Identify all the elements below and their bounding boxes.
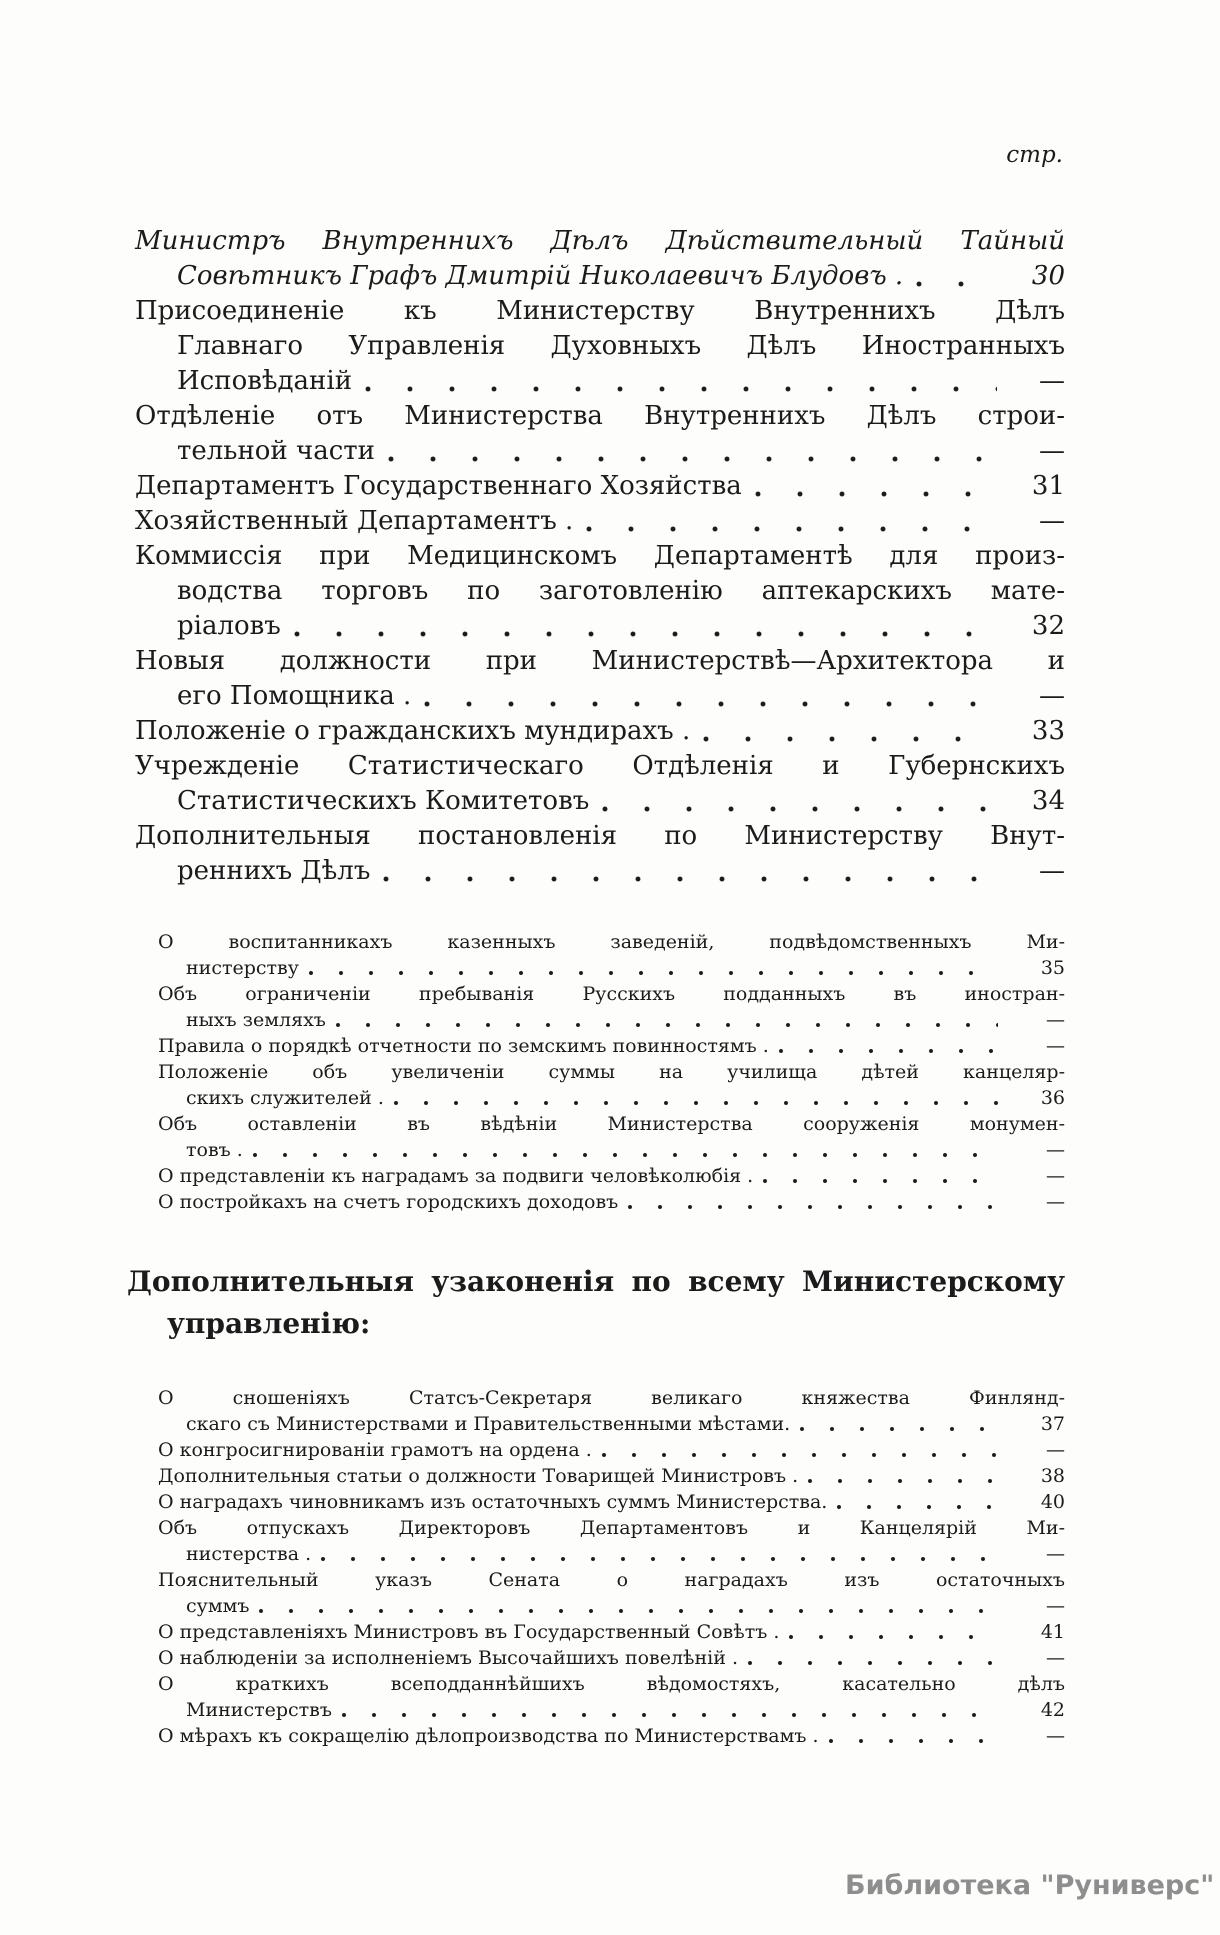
page-number: —: [1046, 1595, 1065, 1617]
toc-entry: [158, 1489, 1065, 1515]
toc-line: [158, 1541, 1065, 1567]
toc-entry: [135, 644, 1065, 714]
toc-line: [135, 469, 1065, 504]
toc-line: [158, 1697, 1065, 1723]
toc-line-text: нистерству: [186, 957, 299, 979]
page-number: —: [1046, 1725, 1065, 1747]
page-number: —: [1039, 681, 1065, 711]
page-number: 32: [1031, 611, 1065, 641]
toc-entry: [135, 469, 1065, 504]
toc-entry: [158, 929, 1065, 981]
toc-sub-list-1: [158, 929, 1065, 1215]
toc-line: [135, 784, 1065, 819]
dot-leader: [788, 1634, 998, 1641]
toc-line: Объ оставленіи въ вѣдѣніи Министерства сооруженія монумен-: [158, 1113, 1065, 1135]
toc-entry: [135, 399, 1065, 469]
dot-leader: [308, 970, 998, 977]
toc-line: [158, 1723, 1065, 1749]
toc-entry: [158, 1567, 1065, 1619]
toc-entry: [135, 539, 1065, 644]
dot-leader: [585, 525, 997, 534]
dot-leader: [778, 1048, 998, 1055]
toc-entry: [135, 504, 1065, 539]
dot-leader: [382, 875, 997, 884]
toc-line: Пояснительный указъ Сената о наградахъ изъ остаточныхъ: [158, 1569, 1065, 1591]
toc-line: Дополнительныя постановленія по Министерству Внут-: [135, 821, 1065, 851]
page-number: 38: [1040, 1465, 1065, 1487]
dot-leader: [702, 735, 997, 744]
toc-line: [158, 1085, 1065, 1111]
toc-main-list: [135, 224, 1065, 889]
toc-line: Коммиссія при Медицинскомъ Департаментѣ для произ-: [135, 541, 1065, 571]
toc-line-text: суммъ: [186, 1595, 250, 1617]
toc-line: Отдѣленіе отъ Министерства Внутреннихъ Дѣлъ строи-: [135, 401, 1065, 431]
toc-line: [158, 1489, 1065, 1515]
page-number: 34: [1031, 786, 1065, 816]
toc-line-text: скихъ служителей .: [186, 1087, 384, 1109]
dot-leader: [320, 1556, 998, 1563]
toc-line-text: О наблюденіи за исполненіемъ Высочайшихъ повелѣній .: [158, 1647, 738, 1669]
toc-entry: [158, 981, 1065, 1033]
toc-entry: [158, 1723, 1065, 1749]
page-number: —: [1039, 856, 1065, 886]
page-number: —: [1039, 366, 1065, 396]
toc-line-text: О конгросигнированіи грамотъ на ордена .: [158, 1439, 592, 1461]
dot-leader: [293, 630, 997, 639]
toc-line-text: Статистическихъ Комитетовъ: [177, 786, 590, 816]
toc-line: [158, 1137, 1065, 1163]
toc-line: [135, 504, 1065, 539]
toc-line-text: ріаловъ: [177, 611, 281, 641]
toc-entry: [158, 1619, 1065, 1645]
toc-line: Главнаго Управленія Духовныхъ Дѣлъ Иностранныхъ: [177, 331, 1065, 361]
toc-line: Новыя должности при Министерствѣ—Архитектора и: [135, 646, 1065, 676]
toc-line-text: Совѣтникъ Графъ Дмитрій Николаевичъ Блудовъ .: [177, 261, 904, 291]
toc-entry: [135, 714, 1065, 749]
dot-leader: [915, 280, 997, 289]
toc-entry: [135, 224, 1065, 294]
dot-leader: [341, 1712, 998, 1719]
toc-line-text: О мѣрахъ къ сокращелію дѣлопроизводства по Министерствамъ .: [158, 1725, 819, 1747]
page-number: 33: [1031, 716, 1065, 746]
page-number: 41: [1040, 1621, 1065, 1643]
page-column-header: стр.: [1006, 142, 1063, 168]
page-number: 37: [1040, 1413, 1065, 1435]
dot-leader: [601, 1452, 998, 1459]
dot-leader: [836, 1504, 998, 1511]
toc-line: [158, 1163, 1065, 1189]
toc-line-text: Департаментъ Государственнаго Хозяйства: [135, 471, 742, 501]
toc-line-text: Правила о порядкѣ отчетности по земскимъ повинностямъ .: [158, 1035, 769, 1057]
toc-line: [135, 364, 1065, 399]
dot-leader: [828, 1738, 998, 1745]
page-number: —: [1046, 1035, 1065, 1057]
toc-line-text: Министерствъ: [186, 1699, 332, 1721]
section-heading-line-2: управленію:: [167, 1307, 371, 1340]
toc-entry: [158, 1437, 1065, 1463]
page-number: —: [1046, 1647, 1065, 1669]
toc-line-text: скаго съ Министерствами и Правительственными мѣстами.: [186, 1413, 791, 1435]
toc-line: О сношеніяхъ Статсъ-Секретаря великаго княжества Финлянд-: [158, 1387, 1065, 1409]
toc-line: [158, 955, 1065, 981]
toc-line-text: ныхъ земляхъ: [186, 1009, 326, 1031]
toc-line: [135, 434, 1065, 469]
toc-line: [158, 1593, 1065, 1619]
toc-line: [158, 1033, 1065, 1059]
dot-leader: [335, 1022, 998, 1029]
toc-line-text: О представленіи къ наградамъ за подвиги человѣколюбія .: [158, 1165, 754, 1187]
toc-line: [158, 1463, 1065, 1489]
toc-line: [158, 1189, 1065, 1215]
toc-line: [135, 259, 1065, 294]
toc-line-text: О постройкахъ на счетъ городскихъ доходовъ: [158, 1191, 619, 1213]
toc-entry: [158, 1645, 1065, 1671]
toc-entry: [158, 1163, 1065, 1189]
toc-line: [158, 1619, 1065, 1645]
page-number: —: [1046, 1439, 1065, 1461]
toc-line-text: тельной части: [177, 436, 375, 466]
toc-line: Министръ Внутреннихъ Дѣлъ Дѣйствительный Тайный: [135, 226, 1065, 256]
toc-line: [135, 714, 1065, 749]
page-number: —: [1046, 1165, 1065, 1187]
text-block: [127, 142, 1065, 1749]
toc-entry: [158, 1033, 1065, 1059]
toc-line: О воспитанникахъ казенныхъ заведеній, подвѣдомственныхъ Ми-: [158, 931, 1065, 953]
page-number: 31: [1031, 471, 1065, 501]
section-heading: [127, 1261, 1065, 1345]
toc-line: [135, 854, 1065, 889]
toc-line-text: его Помощника .: [177, 681, 412, 711]
toc-line-text: Положеніе о гражданскихъ мундирахъ .: [135, 716, 691, 746]
section-heading-line-1: Дополнительныя узаконенія по всему Министерскому: [127, 1265, 1065, 1298]
dot-leader: [762, 1178, 998, 1185]
dot-leader: [601, 805, 997, 814]
page-number: —: [1046, 1543, 1065, 1565]
page-number: —: [1039, 506, 1065, 536]
toc-line: [158, 1645, 1065, 1671]
dot-leader: [747, 1660, 998, 1667]
toc-line-text: нистерства .: [186, 1543, 312, 1565]
dot-leader: [807, 1478, 998, 1485]
page-number: —: [1039, 436, 1065, 466]
toc-line: [135, 679, 1065, 714]
dot-leader: [252, 1152, 998, 1159]
toc-line: [158, 1007, 1065, 1033]
page-number: 30: [1031, 261, 1065, 291]
toc-line-text: Дополнительныя статьи о должности Товарищей Министровъ .: [158, 1465, 799, 1487]
toc-line: Присоединеніе къ Министерству Внутреннихъ Дѣлъ: [135, 296, 1065, 326]
dot-leader: [799, 1426, 998, 1433]
toc-entry: [158, 1463, 1065, 1489]
page-number: 40: [1040, 1491, 1065, 1513]
page-number: —: [1046, 1191, 1065, 1213]
toc-entry: [158, 1515, 1065, 1567]
dot-leader: [393, 1100, 998, 1107]
toc-line-text: товъ .: [186, 1139, 243, 1161]
toc-line-text: реннихъ Дѣлъ: [177, 856, 371, 886]
toc-line-text: Хозяйственный Департаментъ .: [135, 506, 574, 536]
toc-line: [158, 1437, 1065, 1463]
toc-entry: [158, 1189, 1065, 1215]
toc-entry: [135, 749, 1065, 819]
toc-line: [135, 609, 1065, 644]
toc-sub-list-2: [158, 1385, 1065, 1749]
toc-line: Объ ограниченіи пребыванія Русскихъ подданныхъ въ иностран-: [158, 983, 1065, 1005]
dot-leader: [364, 385, 997, 394]
dot-leader: [627, 1204, 998, 1211]
toc-line: О краткихъ всеподданнѣйшихъ вѣдомостяхъ, касательно дѣлъ: [158, 1673, 1065, 1695]
page-number: —: [1046, 1009, 1065, 1031]
toc-line: Положеніе объ увеличеніи суммы на училища дѣтей канцеляр-: [158, 1061, 1065, 1083]
page-number: 42: [1040, 1699, 1065, 1721]
dot-leader: [387, 455, 997, 464]
dot-leader: [754, 490, 997, 499]
toc-line: Учрежденіе Статистическаго Отдѣленія и Губернскихъ: [135, 751, 1065, 781]
toc-entry: [135, 819, 1065, 889]
toc-line: Объ отпускахъ Директоровъ Департаментовъ и Канцелярій Ми-: [158, 1517, 1065, 1539]
toc-line: [158, 1411, 1065, 1437]
toc-entry: [158, 1111, 1065, 1163]
toc-entry: [158, 1671, 1065, 1723]
toc-line-text: Исповѣданій: [177, 366, 353, 396]
dot-leader: [423, 700, 997, 709]
toc-entry: [158, 1059, 1065, 1111]
toc-line-text: О наградахъ чиновникамъ изъ остаточныхъ суммъ Министерства.: [158, 1491, 828, 1513]
toc-entry: [158, 1385, 1065, 1437]
toc-entry: [135, 294, 1065, 399]
toc-line: водства торговъ по заготовленію аптекарскихъ мате-: [177, 576, 1065, 606]
library-watermark: Библиотека "Руниверс": [845, 1870, 1215, 1901]
dot-leader: [258, 1608, 998, 1615]
page-number: —: [1046, 1139, 1065, 1161]
page-number: 36: [1040, 1087, 1065, 1109]
toc-line-text: О представленіяхъ Министровъ въ Государственный Совѣтъ .: [158, 1621, 780, 1643]
page-number: 35: [1040, 957, 1065, 979]
